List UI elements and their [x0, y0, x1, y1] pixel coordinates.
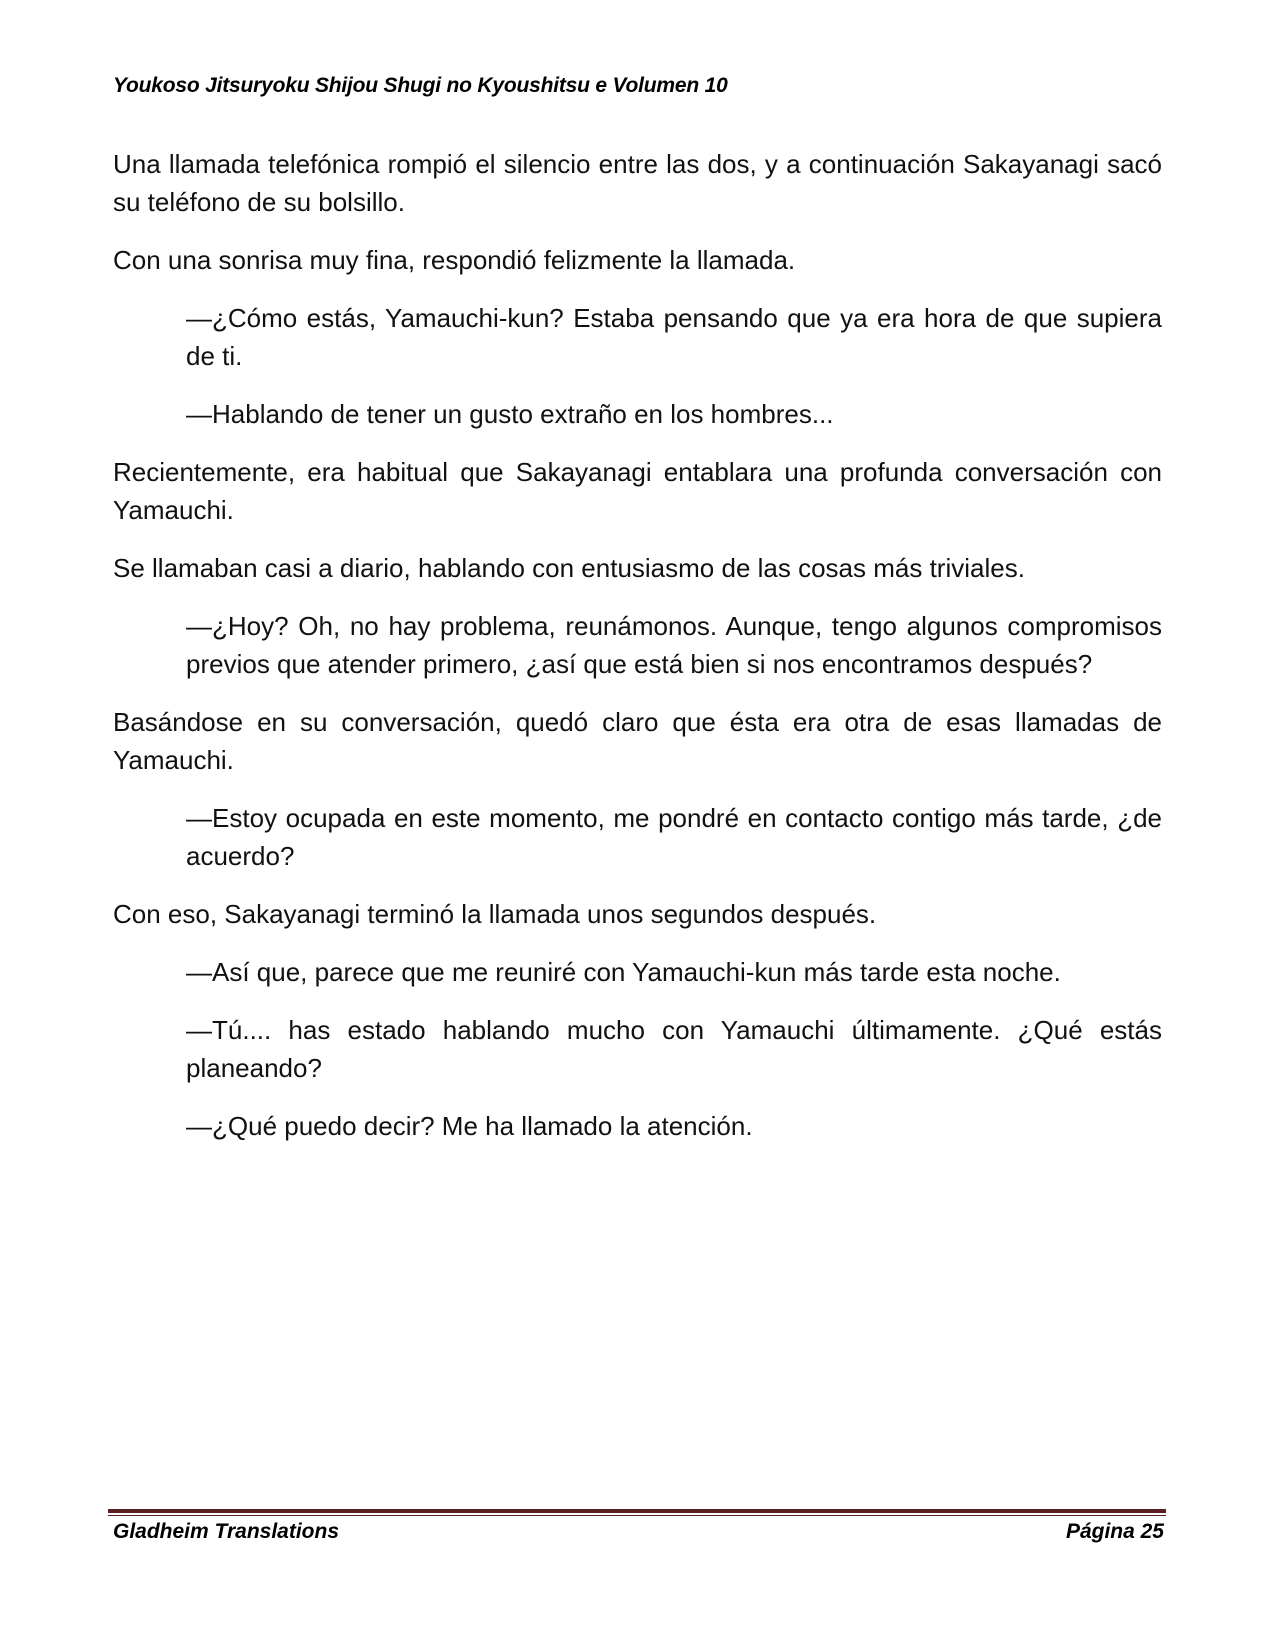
footer-page-number: Página 25 [1065, 1520, 1164, 1543]
paragraph-dialogue: —¿Qué puedo decir? Me ha llamado la atención. [186, 1111, 753, 1141]
paragraph-narration: Recientemente, era habitual que Sakayanagi entablara una profunda conversación con Yamauchi. [113, 457, 1162, 525]
page-body [113, 145, 1162, 1165]
paragraph-dialogue: —Hablando de tener un gusto extraño en los hombres... [186, 399, 834, 429]
footer-divider [108, 1509, 1166, 1517]
paragraph-narration: Una llamada telefónica rompió el silencio entre las dos, y a continuación Sakayanagi sacó su teléfono de su bolsillo. [113, 149, 1162, 217]
paragraph-dialogue: —Así que, parece que me reuniré con Yamauchi-kun más tarde esta noche. [186, 957, 1061, 987]
paragraph-dialogue: —¿Hoy? Oh, no hay problema, reunámonos. Aunque, tengo algunos compromisos previos que atender primero, ¿así que está bien si nos encontramos después? [186, 611, 1162, 679]
paragraph-dialogue: —¿Cómo estás, Yamauchi-kun? Estaba pensando que ya era hora de que supiera de ti. [186, 303, 1162, 371]
paragraph-dialogue: —Estoy ocupada en este momento, me pondré en contacto contigo más tarde, ¿de acuerdo? [186, 803, 1162, 871]
paragraph-narration: Con eso, Sakayanagi terminó la llamada unos segundos después. [113, 899, 877, 929]
footer-divider-thin [108, 1515, 1166, 1516]
running-header-title: Youkoso Jitsuryoku Shijou Shugi no Kyoushitsu e Volumen 10 [113, 74, 728, 97]
paragraph-dialogue: —Tú.... has estado hablando mucho con Yamauchi últimamente. ¿Qué estás planeando? [186, 1015, 1162, 1083]
paragraph-narration: Con una sonrisa muy fina, respondió felizmente la llamada. [113, 245, 796, 275]
paragraph-narration: Basándose en su conversación, quedó claro que ésta era otra de esas llamadas de Yamauchi. [113, 707, 1162, 775]
paragraph-narration: Se llamaban casi a diario, hablando con entusiasmo de las cosas más triviales. [113, 553, 1025, 583]
footer-translator-credit: Gladheim Translations [113, 1520, 340, 1543]
footer-divider-thick [108, 1509, 1166, 1513]
